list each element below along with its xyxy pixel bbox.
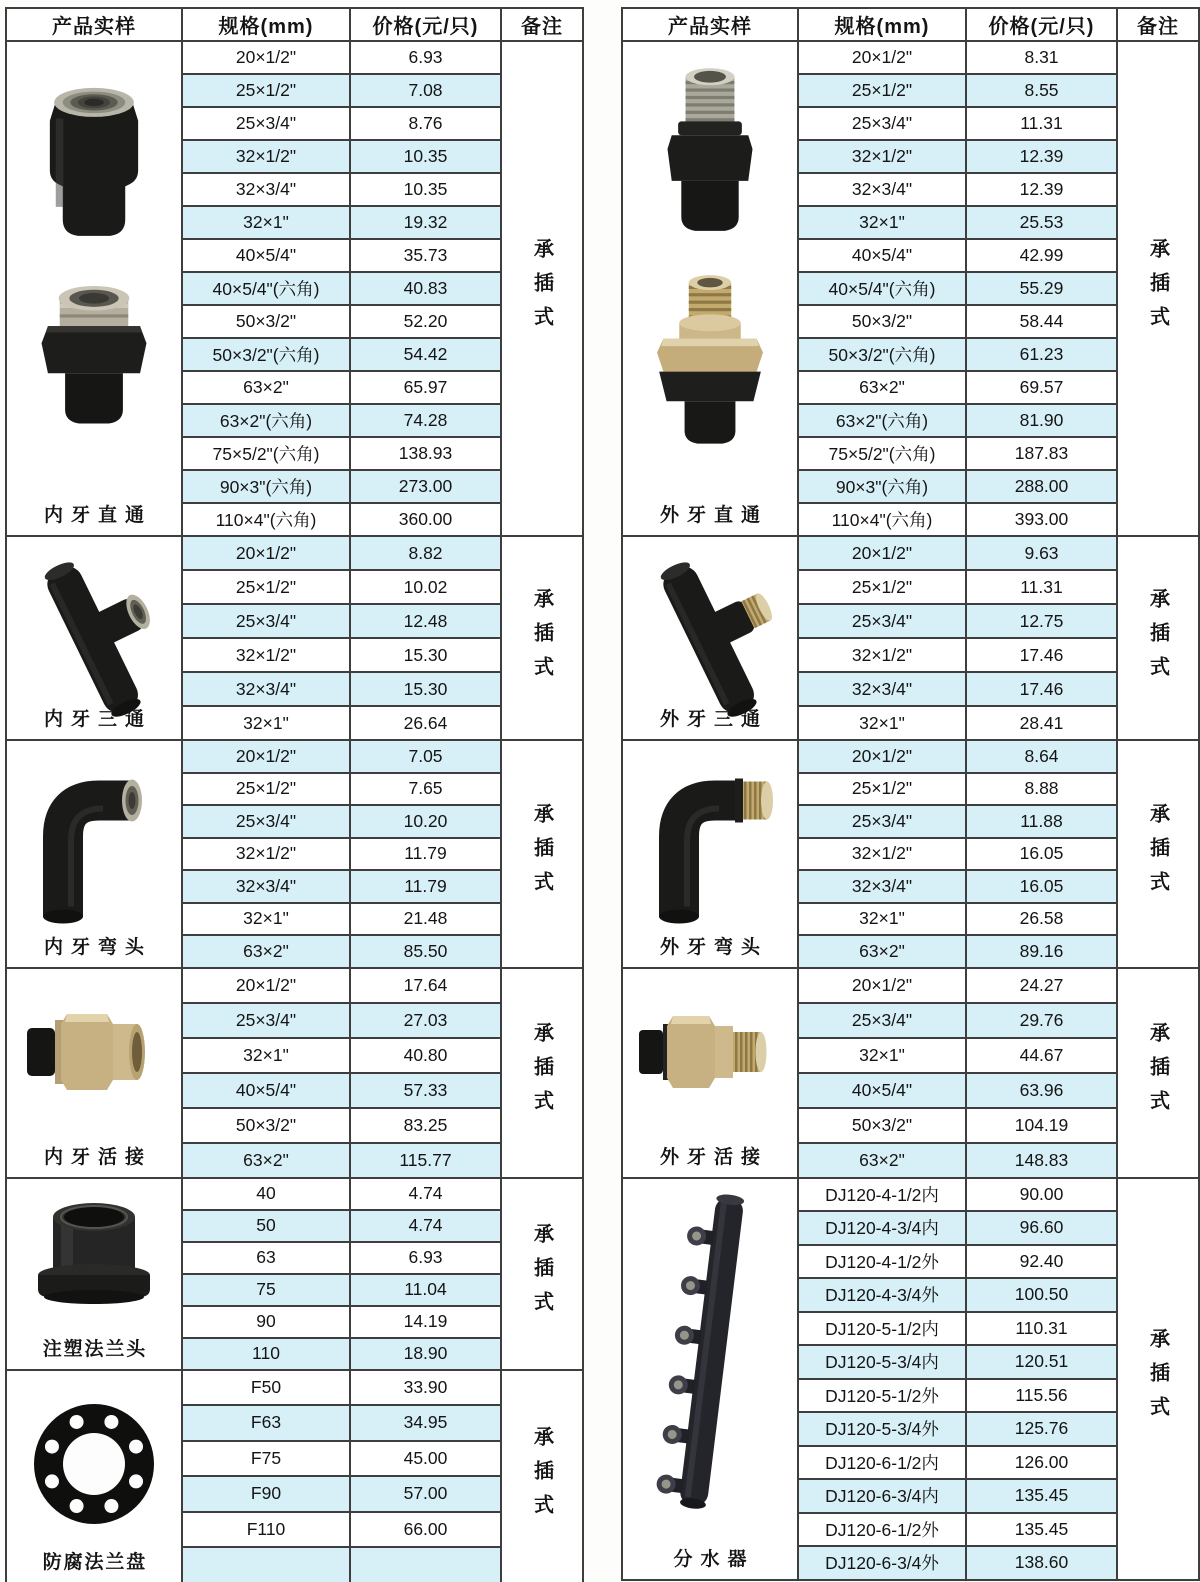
remark-text: 承插式 — [530, 803, 553, 906]
col-header-product: 产品实样 — [6, 8, 182, 41]
price-cell: 4.74 — [350, 1178, 501, 1210]
remark-cell — [1117, 740, 1199, 968]
price-table-left — [5, 7, 584, 1582]
price-cell: 54.42 — [350, 338, 501, 371]
spec-cell: 25×1/2" — [798, 570, 966, 604]
price-cell: 11.31 — [966, 570, 1117, 604]
spec-cell: 75×5/2"(六角) — [182, 437, 350, 470]
price-cell: 115.77 — [350, 1143, 501, 1178]
price-cell: 7.65 — [350, 773, 501, 806]
price-cell: 135.45 — [966, 1479, 1117, 1513]
price-cell: 8.82 — [350, 536, 501, 570]
spec-cell: 32×3/4" — [798, 672, 966, 706]
price-cell: 63.96 — [966, 1073, 1117, 1108]
price-cell: 8.31 — [966, 41, 1117, 74]
price-cell: 83.25 — [350, 1108, 501, 1143]
spec-cell: 63×2" — [798, 1143, 966, 1178]
table-row — [6, 41, 583, 74]
spec-cell: 75 — [182, 1274, 350, 1306]
spec-cell: DJ120-4-3/4外 — [798, 1278, 966, 1312]
spec-cell: DJ120-6-3/4外 — [798, 1546, 966, 1580]
spec-cell: 25×1/2" — [182, 74, 350, 107]
male-adapter-image — [640, 64, 780, 255]
female-coupler-image — [24, 71, 164, 254]
price-cell: 16.05 — [966, 838, 1117, 871]
spec-cell: 20×1/2" — [798, 740, 966, 773]
price-cell: 120.51 — [966, 1345, 1117, 1379]
price-cell: 61.23 — [966, 338, 1117, 371]
col-header-spec: 规格(mm) — [798, 8, 966, 41]
spec-cell: DJ120-6-3/4内 — [798, 1479, 966, 1513]
spec-cell: 32×3/4" — [798, 870, 966, 903]
spec-cell: DJ120-4-1/2内 — [798, 1178, 966, 1212]
product-name: 外牙三通 — [660, 709, 768, 730]
remark-cell — [1117, 536, 1199, 740]
table-row — [6, 1370, 583, 1406]
remark-cell — [501, 1178, 583, 1370]
price-cell: 40.80 — [350, 1038, 501, 1073]
spec-cell: F90 — [182, 1476, 350, 1512]
price-cell: 28.41 — [966, 706, 1117, 740]
price-cell: 12.75 — [966, 604, 1117, 638]
product-photo-cell — [6, 740, 182, 968]
spec-cell: 25×3/4" — [798, 1003, 966, 1038]
product-photo-cell — [622, 536, 798, 740]
col-header-remark: 备注 — [1117, 8, 1199, 41]
spec-cell: 32×3/4" — [798, 173, 966, 206]
spec-cell: 20×1/2" — [798, 41, 966, 74]
spec-cell: 20×1/2" — [182, 968, 350, 1003]
spec-cell: F50 — [182, 1370, 350, 1406]
price-cell: 34.95 — [350, 1405, 501, 1441]
remark-cell — [1117, 1178, 1199, 1580]
price-cell: 92.40 — [966, 1245, 1117, 1279]
price-cell: 45.00 — [350, 1441, 501, 1477]
product-photo-cell — [6, 968, 182, 1178]
spec-cell: 20×1/2" — [182, 740, 350, 773]
price-cell: 8.88 — [966, 773, 1117, 806]
remark-text: 承插式 — [530, 1022, 553, 1124]
spec-cell: 40×5/4" — [798, 239, 966, 272]
spec-cell: 32×1/2" — [182, 838, 350, 871]
stub-flange-image — [19, 1183, 169, 1356]
product-name: 内牙弯头 — [44, 936, 152, 958]
spec-cell: 20×1/2" — [798, 536, 966, 570]
col-header-product: 产品实样 — [622, 8, 798, 41]
price-cell: 89.16 — [966, 935, 1117, 968]
spec-cell: 110×4"(六角) — [798, 503, 966, 536]
price-cell: 8.76 — [350, 107, 501, 140]
spec-cell: 40×5/4"(六角) — [182, 272, 350, 305]
remark-text: 承插式 — [1146, 238, 1169, 340]
spec-cell: F110 — [182, 1512, 350, 1548]
spec-cell: 75×5/2"(六角) — [798, 437, 966, 470]
spec-cell: 25×1/2" — [182, 570, 350, 604]
price-cell: 55.29 — [966, 272, 1117, 305]
table-row — [6, 536, 583, 570]
price-cell: 393.00 — [966, 503, 1117, 536]
price-cell: 44.67 — [966, 1038, 1117, 1073]
price-cell: 90.00 — [966, 1178, 1117, 1212]
remark-text: 承插式 — [1146, 1328, 1169, 1430]
price-cell: 17.64 — [350, 968, 501, 1003]
price-cell: 74.28 — [350, 404, 501, 437]
price-cell: 66.00 — [350, 1512, 501, 1548]
spec-cell: 25×3/4" — [798, 805, 966, 838]
spec-cell: 25×3/4" — [798, 107, 966, 140]
spec-cell: 32×1/2" — [182, 140, 350, 173]
price-cell: 25.53 — [966, 206, 1117, 239]
product-name: 外牙活接 — [660, 1146, 768, 1168]
spec-cell: 50×3/2"(六角) — [798, 338, 966, 371]
price-cell: 288.00 — [966, 470, 1117, 503]
spec-cell: DJ120-6-1/2外 — [798, 1513, 966, 1547]
spec-cell: 40×5/4"(六角) — [798, 272, 966, 305]
price-cell: 27.03 — [350, 1003, 501, 1038]
price-cell: 16.05 — [966, 870, 1117, 903]
table-row — [622, 1178, 1199, 1212]
spec-cell — [182, 1547, 350, 1582]
flange-ring-image — [19, 1375, 169, 1558]
spec-cell: 63×2" — [798, 935, 966, 968]
spec-cell: 32×1" — [798, 903, 966, 936]
spec-cell: 90×3"(六角) — [182, 470, 350, 503]
spec-cell: 63×2" — [182, 1143, 350, 1178]
union-outer-image — [635, 973, 785, 1136]
price-cell: 9.63 — [966, 536, 1117, 570]
spec-cell: DJ120-6-1/2内 — [798, 1446, 966, 1480]
spec-cell: 32×1" — [798, 1038, 966, 1073]
price-cell: 4.74 — [350, 1210, 501, 1242]
spec-cell: 32×1" — [182, 706, 350, 740]
spec-cell: 50×3/2" — [798, 305, 966, 338]
header-row-left — [6, 8, 583, 41]
price-cell: 125.76 — [966, 1412, 1117, 1446]
price-cell: 10.20 — [350, 805, 501, 838]
price-cell: 12.48 — [350, 604, 501, 638]
product-name: 外牙直通 — [660, 505, 768, 526]
remark-text: 承插式 — [1146, 1022, 1169, 1124]
price-cell: 360.00 — [350, 503, 501, 536]
price-cell: 187.83 — [966, 437, 1117, 470]
product-name: 内牙活接 — [44, 1146, 152, 1168]
remark-text: 承插式 — [530, 587, 553, 690]
remark-text: 承插式 — [530, 1425, 553, 1528]
spec-cell: 20×1/2" — [798, 968, 966, 1003]
price-cell — [350, 1547, 501, 1582]
price-cell: 40.83 — [350, 272, 501, 305]
price-cell: 8.55 — [966, 74, 1117, 107]
price-cell: 10.02 — [350, 570, 501, 604]
remark-cell — [1117, 968, 1199, 1178]
male-elbow-image — [635, 745, 785, 942]
table-row — [622, 536, 1199, 570]
price-cell: 81.90 — [966, 404, 1117, 437]
price-cell: 24.27 — [966, 968, 1117, 1003]
product-photo-cell — [6, 41, 182, 536]
spec-cell: DJ120-5-1/2内 — [798, 1312, 966, 1346]
price-cell: 104.19 — [966, 1108, 1117, 1143]
spec-cell: 63 — [182, 1242, 350, 1274]
product-name: 防腐法兰盘 — [42, 1551, 148, 1573]
price-cell: 96.60 — [966, 1211, 1117, 1245]
price-cell: 138.93 — [350, 437, 501, 470]
product-photo-cell — [622, 740, 798, 968]
remark-cell — [501, 536, 583, 740]
remark-text: 承插式 — [1146, 587, 1169, 690]
spec-cell: 63×2"(六角) — [182, 404, 350, 437]
product-photo-cell — [622, 41, 798, 536]
table-row — [622, 968, 1199, 1003]
table-body-left — [6, 41, 583, 1582]
price-cell: 135.45 — [966, 1513, 1117, 1547]
col-header-remark: 备注 — [501, 8, 583, 41]
spec-cell: 25×3/4" — [182, 805, 350, 838]
remark-text: 承插式 — [530, 238, 553, 340]
table-row — [622, 740, 1199, 773]
spec-cell: DJ120-5-1/2外 — [798, 1379, 966, 1413]
table-body-right — [622, 41, 1199, 1580]
spec-cell: 63×2" — [182, 935, 350, 968]
price-cell: 10.35 — [350, 173, 501, 206]
spec-cell: 32×1/2" — [798, 140, 966, 173]
price-table-right — [621, 7, 1200, 1581]
price-cell: 6.93 — [350, 1242, 501, 1274]
spec-cell: 32×1" — [182, 903, 350, 936]
spec-cell: 90 — [182, 1306, 350, 1338]
price-cell: 19.32 — [350, 206, 501, 239]
table-row — [622, 41, 1199, 74]
spec-cell: 32×1" — [182, 1038, 350, 1073]
remark-text: 承插式 — [1146, 803, 1169, 906]
product-name: 内牙直通 — [44, 505, 152, 526]
table-row — [6, 968, 583, 1003]
price-cell: 57.33 — [350, 1073, 501, 1108]
remark-cell — [1117, 41, 1199, 536]
price-cell: 115.56 — [966, 1379, 1117, 1413]
spec-cell: 25×3/4" — [182, 1003, 350, 1038]
product-photo-cell — [622, 968, 798, 1178]
spec-cell: DJ120-4-3/4内 — [798, 1211, 966, 1245]
table-row — [6, 740, 583, 773]
spec-cell: 110 — [182, 1338, 350, 1370]
spec-cell: 25×3/4" — [798, 604, 966, 638]
spec-cell: 63×2" — [182, 371, 350, 404]
spec-cell: 40 — [182, 1178, 350, 1210]
spec-cell: 32×1/2" — [182, 638, 350, 672]
price-cell: 7.05 — [350, 740, 501, 773]
product-name: 外牙弯头 — [660, 936, 768, 958]
spec-cell: F63 — [182, 1405, 350, 1441]
price-cell: 58.44 — [966, 305, 1117, 338]
spec-cell: 25×3/4" — [182, 604, 350, 638]
spec-cell: 90×3"(六角) — [798, 470, 966, 503]
price-cell: 33.90 — [350, 1370, 501, 1406]
spec-cell: 63×2" — [798, 371, 966, 404]
remark-cell — [501, 1370, 583, 1582]
price-cell: 26.64 — [350, 706, 501, 740]
col-header-spec: 规格(mm) — [182, 8, 350, 41]
male-union-image — [640, 272, 780, 473]
spec-cell: DJ120-5-3/4外 — [798, 1412, 966, 1446]
price-cell: 6.93 — [350, 41, 501, 74]
spec-cell: 20×1/2" — [182, 536, 350, 570]
spec-cell: 50×3/2" — [182, 1108, 350, 1143]
price-cell: 11.88 — [966, 805, 1117, 838]
spec-cell: 25×1/2" — [798, 74, 966, 107]
col-header-price: 价格(元/只) — [966, 8, 1117, 41]
price-cell: 10.35 — [350, 140, 501, 173]
spec-cell: 50×3/2" — [182, 305, 350, 338]
spec-cell: 32×1" — [182, 206, 350, 239]
remark-cell — [501, 41, 583, 536]
price-cell: 8.64 — [966, 740, 1117, 773]
price-cell: 11.31 — [966, 107, 1117, 140]
price-cell: 17.46 — [966, 672, 1117, 706]
price-cell: 110.31 — [966, 1312, 1117, 1346]
price-cell: 18.90 — [350, 1338, 501, 1370]
union-inner-image — [19, 973, 169, 1136]
product-photo-cell — [6, 1178, 182, 1370]
product-photo-cell — [622, 1178, 798, 1580]
spec-cell: 25×3/4" — [182, 107, 350, 140]
price-cell: 148.83 — [966, 1143, 1117, 1178]
spec-cell: 32×3/4" — [182, 672, 350, 706]
price-cell: 11.79 — [350, 838, 501, 871]
price-cell: 14.19 — [350, 1306, 501, 1338]
price-cell: 17.46 — [966, 638, 1117, 672]
spec-cell: 25×1/2" — [798, 773, 966, 806]
product-name: 内牙三通 — [44, 709, 152, 730]
spec-cell: DJ120-4-1/2外 — [798, 1245, 966, 1279]
price-cell: 15.30 — [350, 672, 501, 706]
header-row-right — [622, 8, 1199, 41]
price-cell: 26.58 — [966, 903, 1117, 936]
price-cell: 65.97 — [350, 371, 501, 404]
remark-cell — [501, 740, 583, 968]
col-header-price: 价格(元/只) — [350, 8, 501, 41]
price-cell: 100.50 — [966, 1278, 1117, 1312]
spec-cell: 50×3/2" — [798, 1108, 966, 1143]
product-photo-cell — [6, 1370, 182, 1582]
spec-cell: 40×5/4" — [798, 1073, 966, 1108]
spec-cell: 32×1/2" — [798, 638, 966, 672]
price-cell: 52.20 — [350, 305, 501, 338]
price-cell: 29.76 — [966, 1003, 1117, 1038]
spec-cell: 20×1/2" — [182, 41, 350, 74]
price-cell: 273.00 — [350, 470, 501, 503]
spec-cell: 32×3/4" — [182, 173, 350, 206]
spec-cell: 32×1/2" — [798, 838, 966, 871]
spec-cell: 50×3/2"(六角) — [182, 338, 350, 371]
price-cell: 7.08 — [350, 74, 501, 107]
price-cell: 69.57 — [966, 371, 1117, 404]
spec-cell: DJ120-5-3/4内 — [798, 1345, 966, 1379]
spec-cell: 50 — [182, 1210, 350, 1242]
price-cell: 85.50 — [350, 935, 501, 968]
spec-cell: 63×2"(六角) — [798, 404, 966, 437]
spec-cell: 110×4"(六角) — [182, 503, 350, 536]
product-name: 注塑法兰头 — [42, 1338, 148, 1360]
spec-cell: F75 — [182, 1441, 350, 1477]
price-cell: 21.48 — [350, 903, 501, 936]
price-cell: 11.79 — [350, 870, 501, 903]
remark-cell — [501, 968, 583, 1178]
remark-text: 承插式 — [530, 1223, 553, 1325]
price-cell: 35.73 — [350, 239, 501, 272]
spec-cell: 32×1" — [798, 706, 966, 740]
spec-cell: 40×5/4" — [182, 239, 350, 272]
spec-cell: 25×1/2" — [182, 773, 350, 806]
table-row — [6, 1178, 583, 1210]
product-name: 分水器 — [673, 1548, 755, 1570]
female-elbow-image — [19, 745, 169, 942]
spec-cell: 40×5/4" — [182, 1073, 350, 1108]
price-cell: 138.60 — [966, 1546, 1117, 1580]
spec-cell: 32×1" — [798, 206, 966, 239]
product-photo-cell — [6, 536, 182, 740]
price-cell: 42.99 — [966, 239, 1117, 272]
price-cell: 12.39 — [966, 140, 1117, 173]
spec-cell: 32×3/4" — [182, 870, 350, 903]
price-cell: 15.30 — [350, 638, 501, 672]
price-cell: 11.04 — [350, 1274, 501, 1306]
female-union-image — [24, 279, 164, 466]
price-cell: 12.39 — [966, 173, 1117, 206]
price-cell: 126.00 — [966, 1446, 1117, 1480]
price-cell: 57.00 — [350, 1476, 501, 1512]
manifold-image — [635, 1184, 785, 1534]
